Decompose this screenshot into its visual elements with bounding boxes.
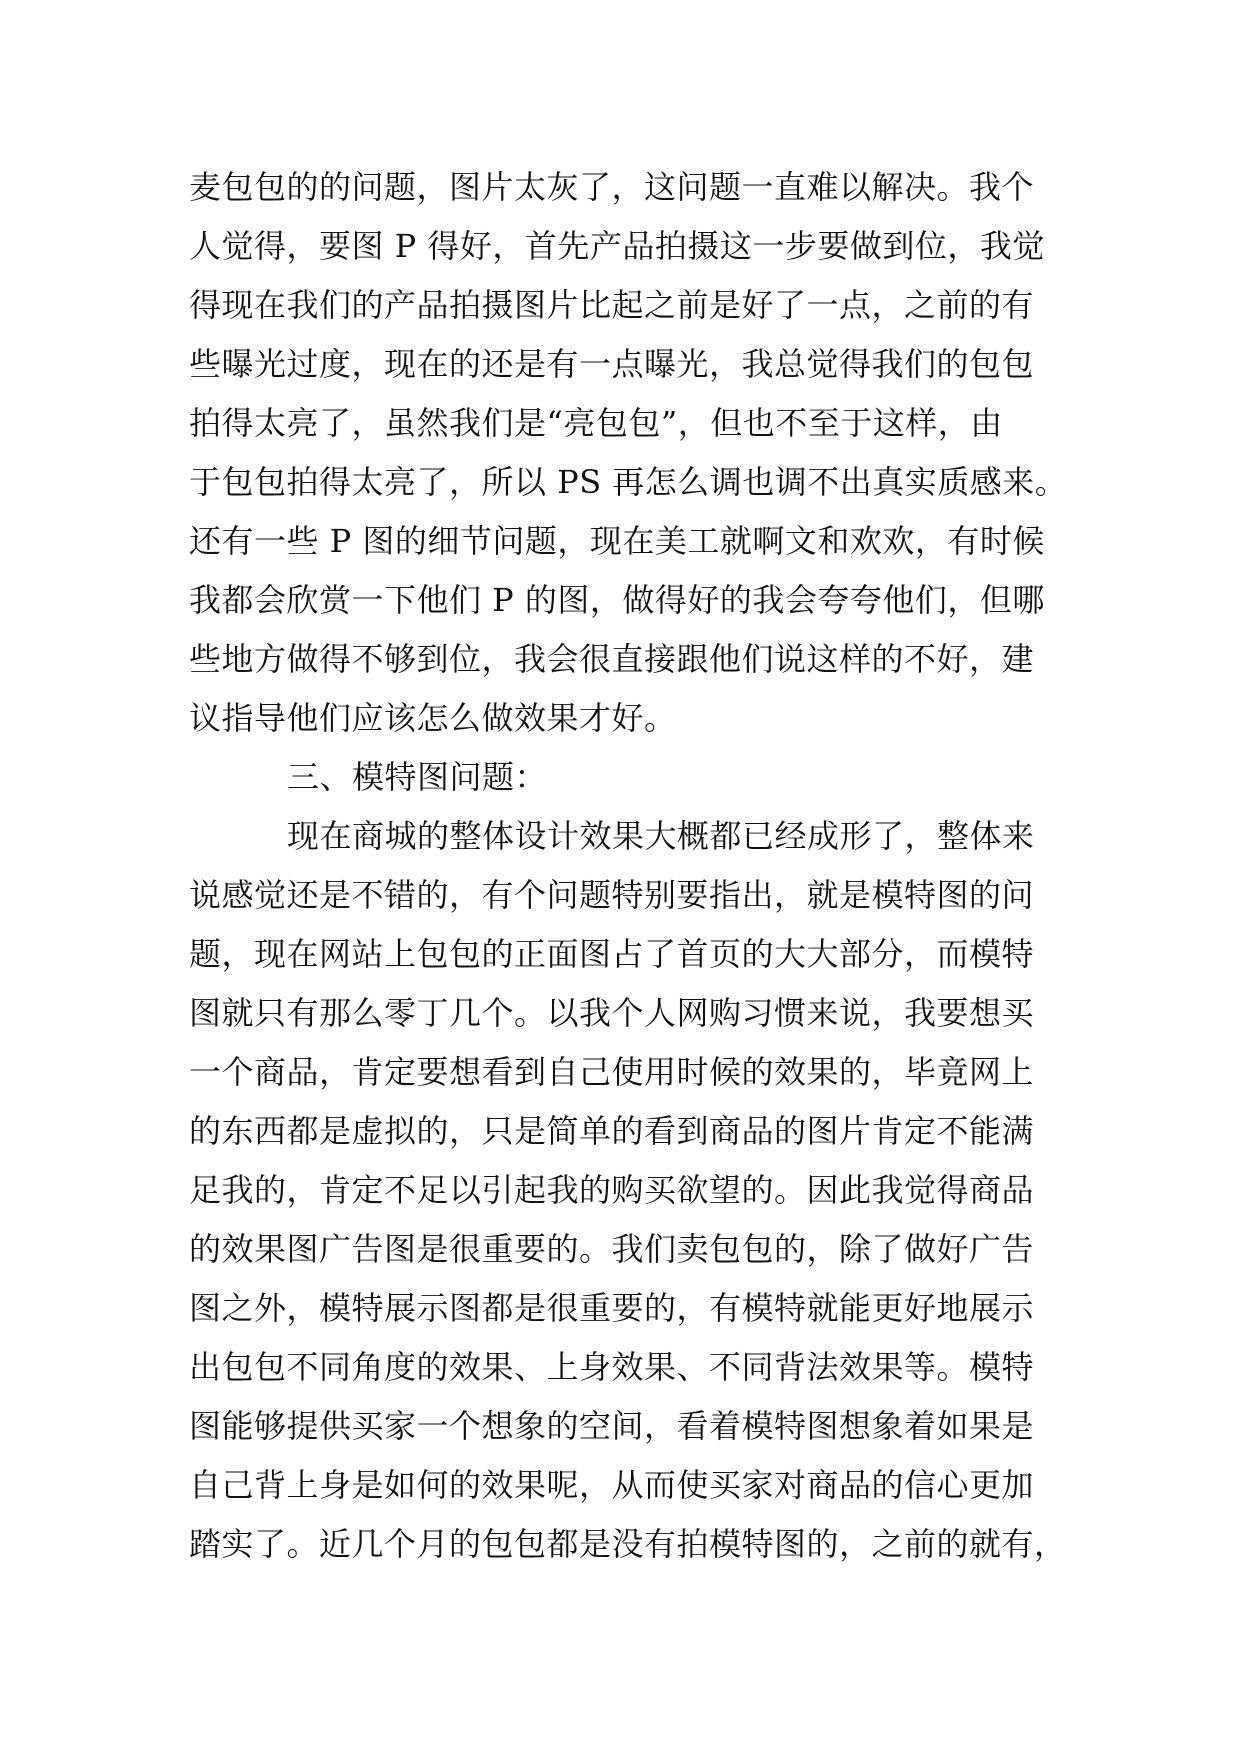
text-line: 图之外，模特展示图都是很重要的，有模特就能更好地展示 xyxy=(189,1289,1035,1327)
text-line: 足我的，肯定不足以引起我的购买欲望的。因此我觉得商品 xyxy=(189,1171,1035,1209)
text-line: 麦包包的的问题，图片太灰了，这问题一直难以解决。我个 xyxy=(189,168,1035,206)
text-line: 出包包不同角度的效果、上身效果、不同背法效果等。模特 xyxy=(189,1348,1035,1386)
text-line: 的效果图广告图是很重要的。我们卖包包的，除了做好广告 xyxy=(189,1230,1035,1268)
text-line: 些曝光过度，现在的还是有一点曝光，我总觉得我们的包包 xyxy=(189,345,1035,383)
text-line: 人觉得，要图 P 得好，首先产品拍摄这一步要做到位，我觉 xyxy=(189,227,1045,265)
text-line: 得现在我们的产品拍摄图片比起之前是好了一点，之前的有 xyxy=(189,286,1035,324)
text-line: 我都会欣赏一下他们 P 的图，做得好的我会夸夸他们，但哪 xyxy=(189,581,1045,619)
text-line: 一个商品，肯定要想看到自己使用时候的效果的，毕竟网上 xyxy=(189,1053,1035,1091)
text-line: 自己背上身是如何的效果呢，从而使买家对商品的信心更加 xyxy=(189,1466,1035,1504)
text-line: 说感觉还是不错的，有个问题特别要指出，就是模特图的问 xyxy=(189,876,1035,914)
text-line: 还有一些 P 图的细节问题，现在美工就啊文和欢欢，有时候 xyxy=(189,522,1045,560)
paragraph-first-line: 现在商城的整体设计效果大概都已经成形了，整体来 xyxy=(287,817,1035,855)
section-heading: 三、模特图问题： xyxy=(287,758,548,796)
text-line: 议指导他们应该怎么做效果才好。 xyxy=(189,699,677,737)
text-line: 拍得太亮了，虽然我们是“亮包包”，但也不至于这样，由 xyxy=(189,404,1003,442)
text-line: 的东西都是虚拟的，只是简单的看到商品的图片肯定不能满 xyxy=(189,1112,1035,1150)
text-line: 图能够提供买家一个想象的空间，看着模特图想象着如果是 xyxy=(189,1407,1035,1445)
text-line: 些地方做得不够到位，我会很直接跟他们说这样的不好，建 xyxy=(189,640,1035,678)
text-line: 题，现在网站上包包的正面图占了首页的大大部分，而模特 xyxy=(189,935,1035,973)
text-line: 踏实了。近几个月的包包都是没有拍模特图的，之前的就有， xyxy=(189,1525,1067,1563)
body-text xyxy=(189,158,1068,1574)
text-line: 于包包拍得太亮了，所以 PS 再怎么调也调不出真实质感来。 xyxy=(189,463,1068,501)
text-line: 图就只有那么零丁几个。以我个人网购习惯来说，我要想买 xyxy=(189,994,1035,1032)
